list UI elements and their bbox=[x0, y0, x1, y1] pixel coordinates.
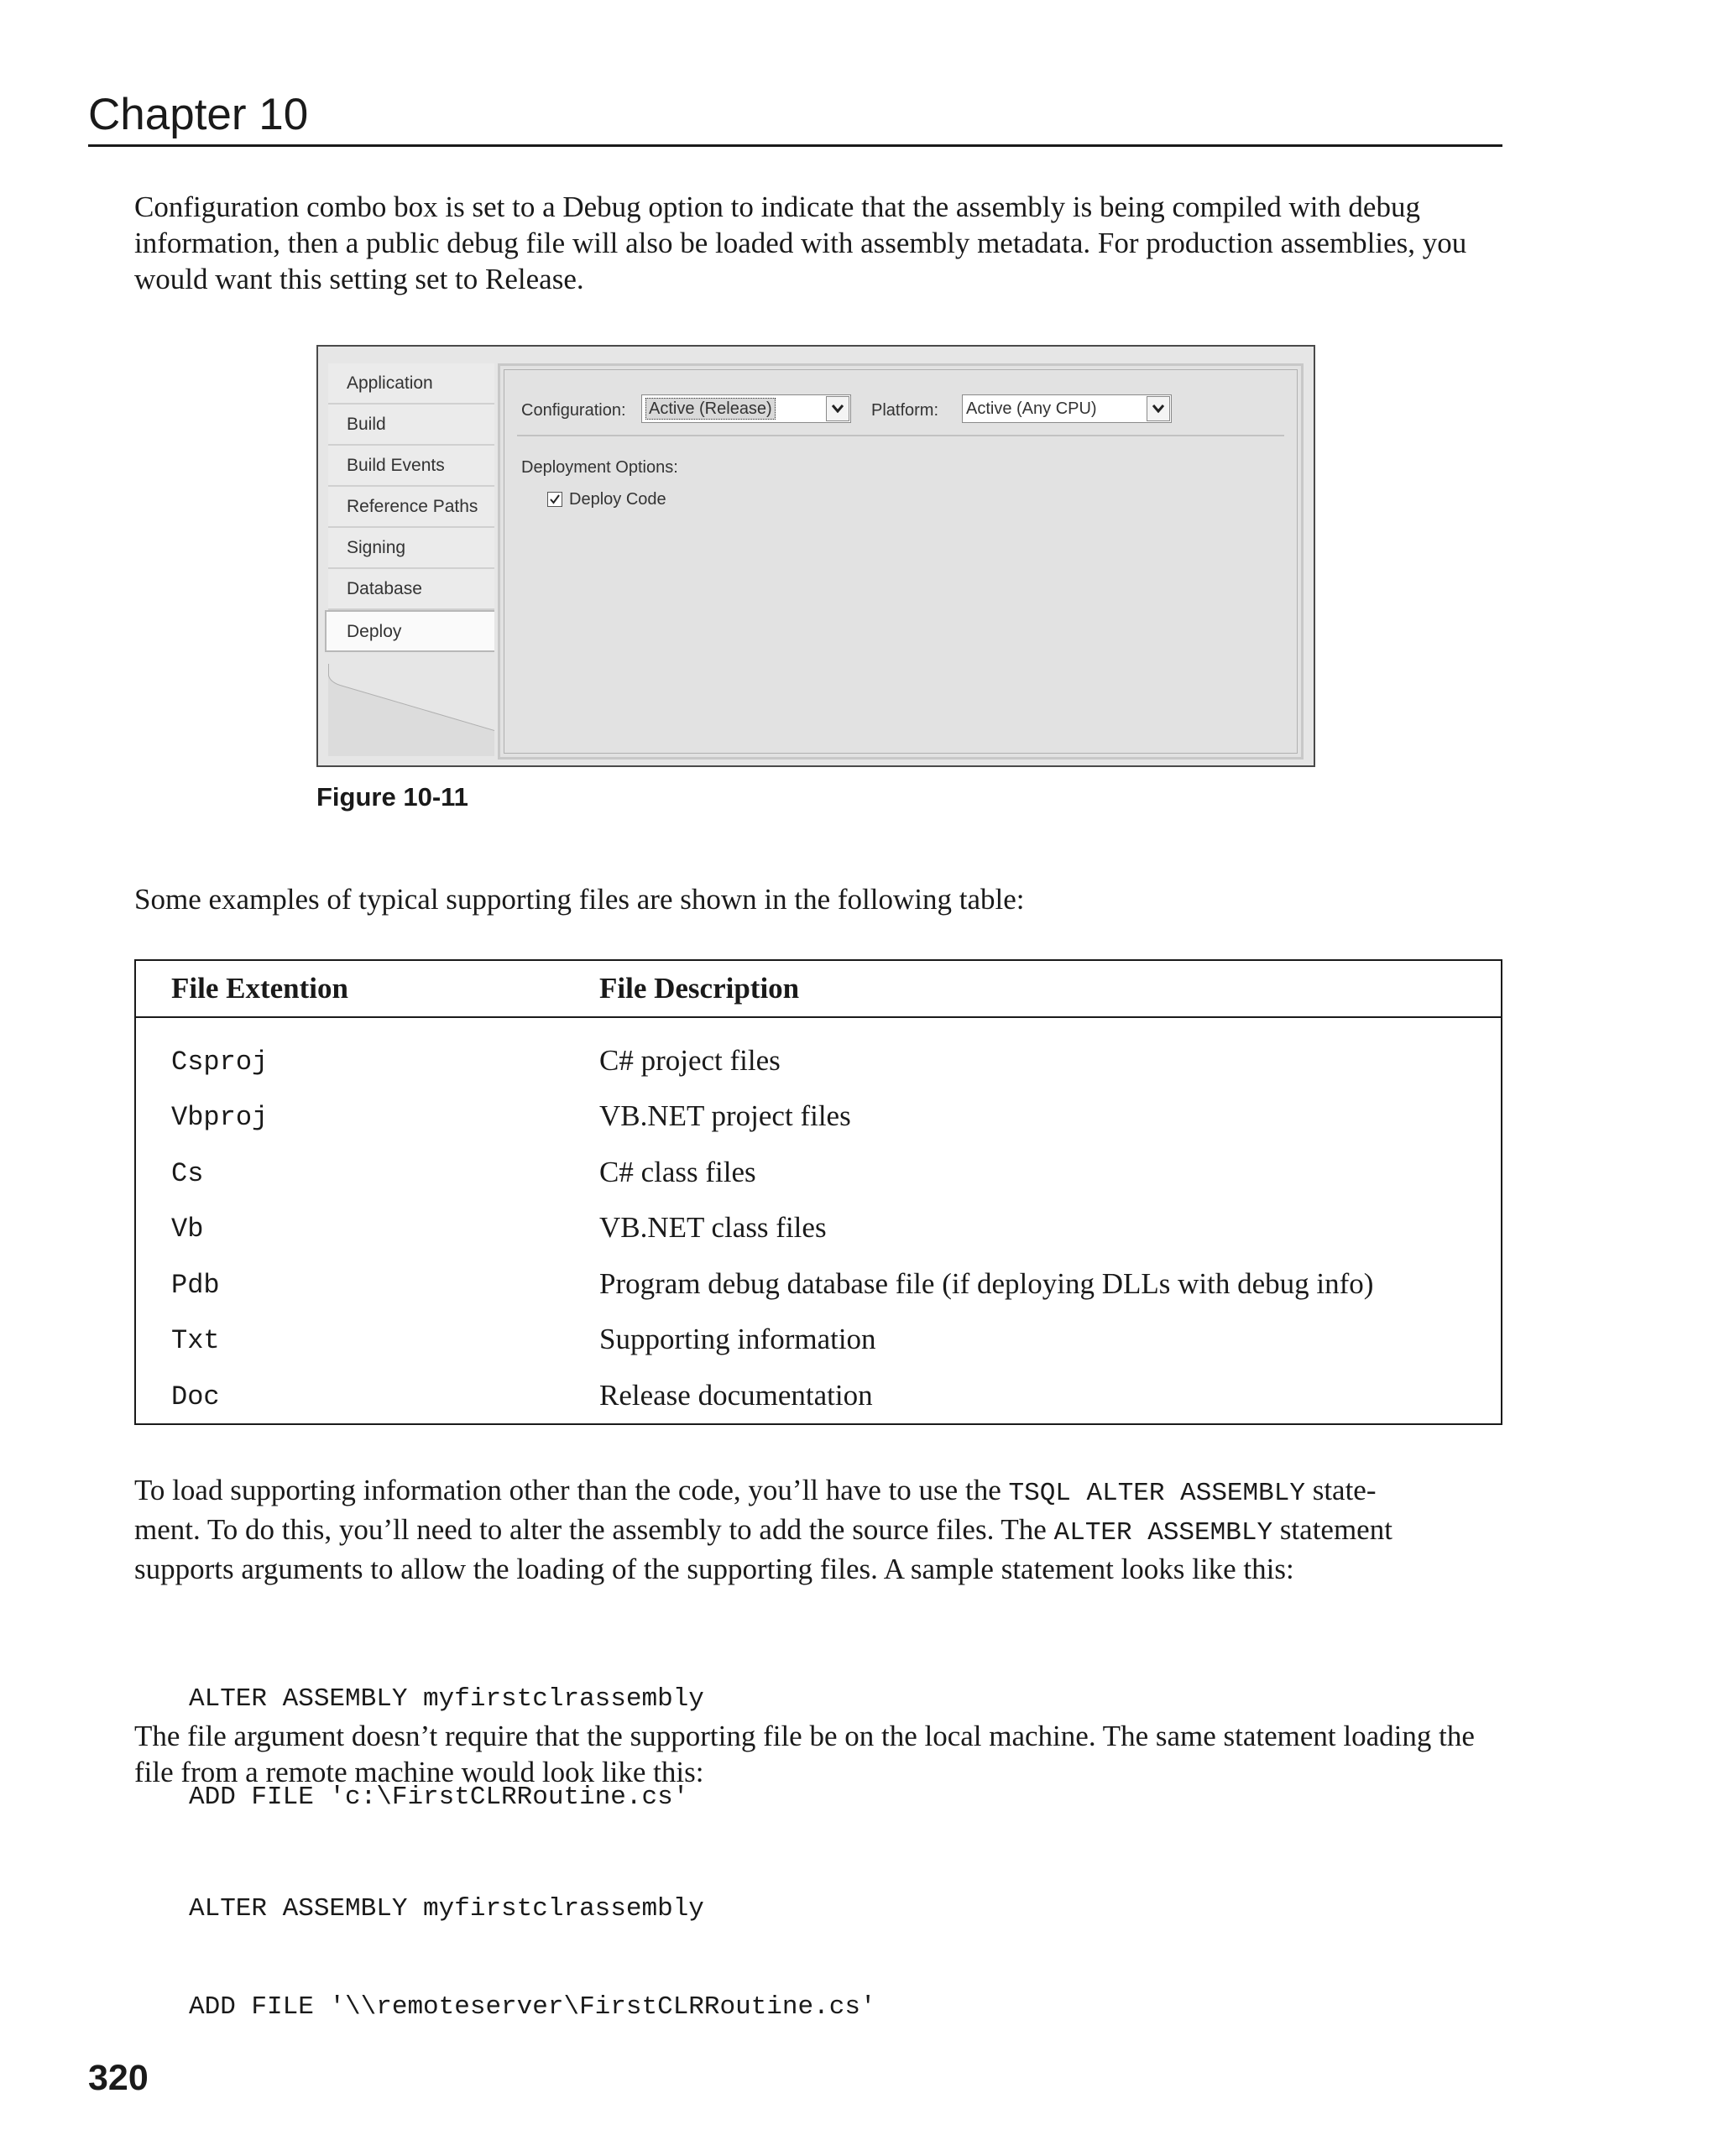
tab-application[interactable]: Application bbox=[328, 363, 494, 405]
tab-signing[interactable]: Signing bbox=[328, 528, 494, 569]
chevron-down-icon[interactable] bbox=[826, 396, 849, 421]
table-intro-paragraph: Some examples of typical supporting files are shown in the following table: bbox=[134, 883, 1025, 916]
table-header-rule bbox=[136, 1016, 1501, 1018]
table-cell-description: Supporting information bbox=[599, 1323, 876, 1355]
intro-paragraph: Configuration combo box is set to a Debug option to indicate that the assembly is being compiled with debug information, then a public debug file will also be loaded with assembly metadata. For production assemblies, you would want this setting set to Release. bbox=[134, 191, 1467, 295]
page-number: 320 bbox=[88, 2058, 149, 2098]
table-header-extension: File Extention bbox=[171, 972, 348, 1005]
deployment-options-label: Deployment Options: bbox=[521, 458, 678, 477]
chevron-down-icon[interactable] bbox=[1147, 396, 1170, 421]
configuration-label: Configuration: bbox=[521, 401, 626, 420]
table-header-description: File Description bbox=[599, 972, 800, 1005]
remote-file-paragraph: The file argument doesn’t require that the supporting file be on the local machine. The same statement loading the file from a remote machine would look like this: bbox=[134, 1720, 1475, 1788]
tab-reference-paths[interactable]: Reference Paths bbox=[328, 487, 494, 528]
code-line: ADD FILE '\\remoteserver\FirstCLRRoutine.cs' bbox=[189, 1992, 876, 2022]
table-cell-extension: Csproj bbox=[171, 1047, 269, 1078]
table-cell-description: VB.NET class files bbox=[599, 1211, 827, 1244]
checkmark-icon bbox=[549, 493, 561, 505]
alter-assembly-paragraph: To load supporting information other than the code, you’ll have to use the TSQL ALTER ASSEMBLY state- ment. To do this, you’ll need to alter the assembly to add the source files. The ALTER ASSEMBLY statement supports arguments to allow the loading of the supporting files. A sample statement looks like this: bbox=[134, 1474, 1392, 1585]
code-line: ALTER ASSEMBLY myfirstclrassembly bbox=[189, 1684, 704, 1714]
table-cell-description: VB.NET project files bbox=[599, 1099, 851, 1132]
inline-code: ALTER ASSEMBLY bbox=[1053, 1518, 1273, 1548]
tab-deploy[interactable]: Deploy bbox=[325, 610, 494, 652]
properties-tab-list bbox=[328, 363, 494, 652]
configuration-combo[interactable] bbox=[641, 394, 851, 423]
platform-combo[interactable] bbox=[962, 394, 1172, 423]
table-cell-extension: Vbproj bbox=[171, 1102, 269, 1133]
deploy-code-label: Deploy Code bbox=[569, 490, 666, 509]
code-line: ADD FILE 'c:\FirstCLRRoutine.cs' bbox=[189, 1783, 689, 1812]
tab-build[interactable]: Build bbox=[328, 405, 494, 446]
deploy-settings-panel bbox=[498, 363, 1304, 760]
inline-code: TSQL ALTER ASSEMBLY bbox=[1008, 1479, 1305, 1508]
table-cell-description: C# project files bbox=[599, 1044, 781, 1077]
tab-build-events[interactable]: Build Events bbox=[328, 446, 494, 487]
platform-value: Active (Any CPU) bbox=[966, 399, 1097, 418]
table-cell-extension: Cs bbox=[171, 1158, 204, 1189]
table-cell-extension: Txt bbox=[171, 1325, 220, 1356]
table-cell-description: Program debug database file (if deploying DLLs with debug info) bbox=[599, 1267, 1374, 1300]
code-sample-remote bbox=[189, 1827, 876, 2056]
code-line: ALTER ASSEMBLY myfirstclrassembly bbox=[189, 1894, 704, 1924]
table-cell-extension: Vb bbox=[171, 1214, 204, 1245]
table-cell-description: C# class files bbox=[599, 1156, 756, 1188]
table-cell-description: Release documentation bbox=[599, 1379, 873, 1412]
configuration-value: Active (Release) bbox=[645, 398, 776, 420]
chapter-title: Chapter 10 bbox=[88, 90, 309, 139]
chapter-rule bbox=[88, 144, 1502, 147]
figure-caption: Figure 10-11 bbox=[316, 782, 468, 812]
tab-list-tail bbox=[328, 664, 494, 756]
deploy-code-checkbox[interactable] bbox=[547, 492, 562, 507]
table-cell-extension: Doc bbox=[171, 1381, 220, 1412]
project-properties-screenshot bbox=[316, 345, 1315, 767]
platform-label: Platform: bbox=[871, 401, 939, 420]
settings-separator bbox=[517, 435, 1284, 436]
table-cell-extension: Pdb bbox=[171, 1270, 220, 1301]
tab-database[interactable]: Database bbox=[328, 569, 494, 610]
supporting-files-table bbox=[134, 959, 1502, 1425]
